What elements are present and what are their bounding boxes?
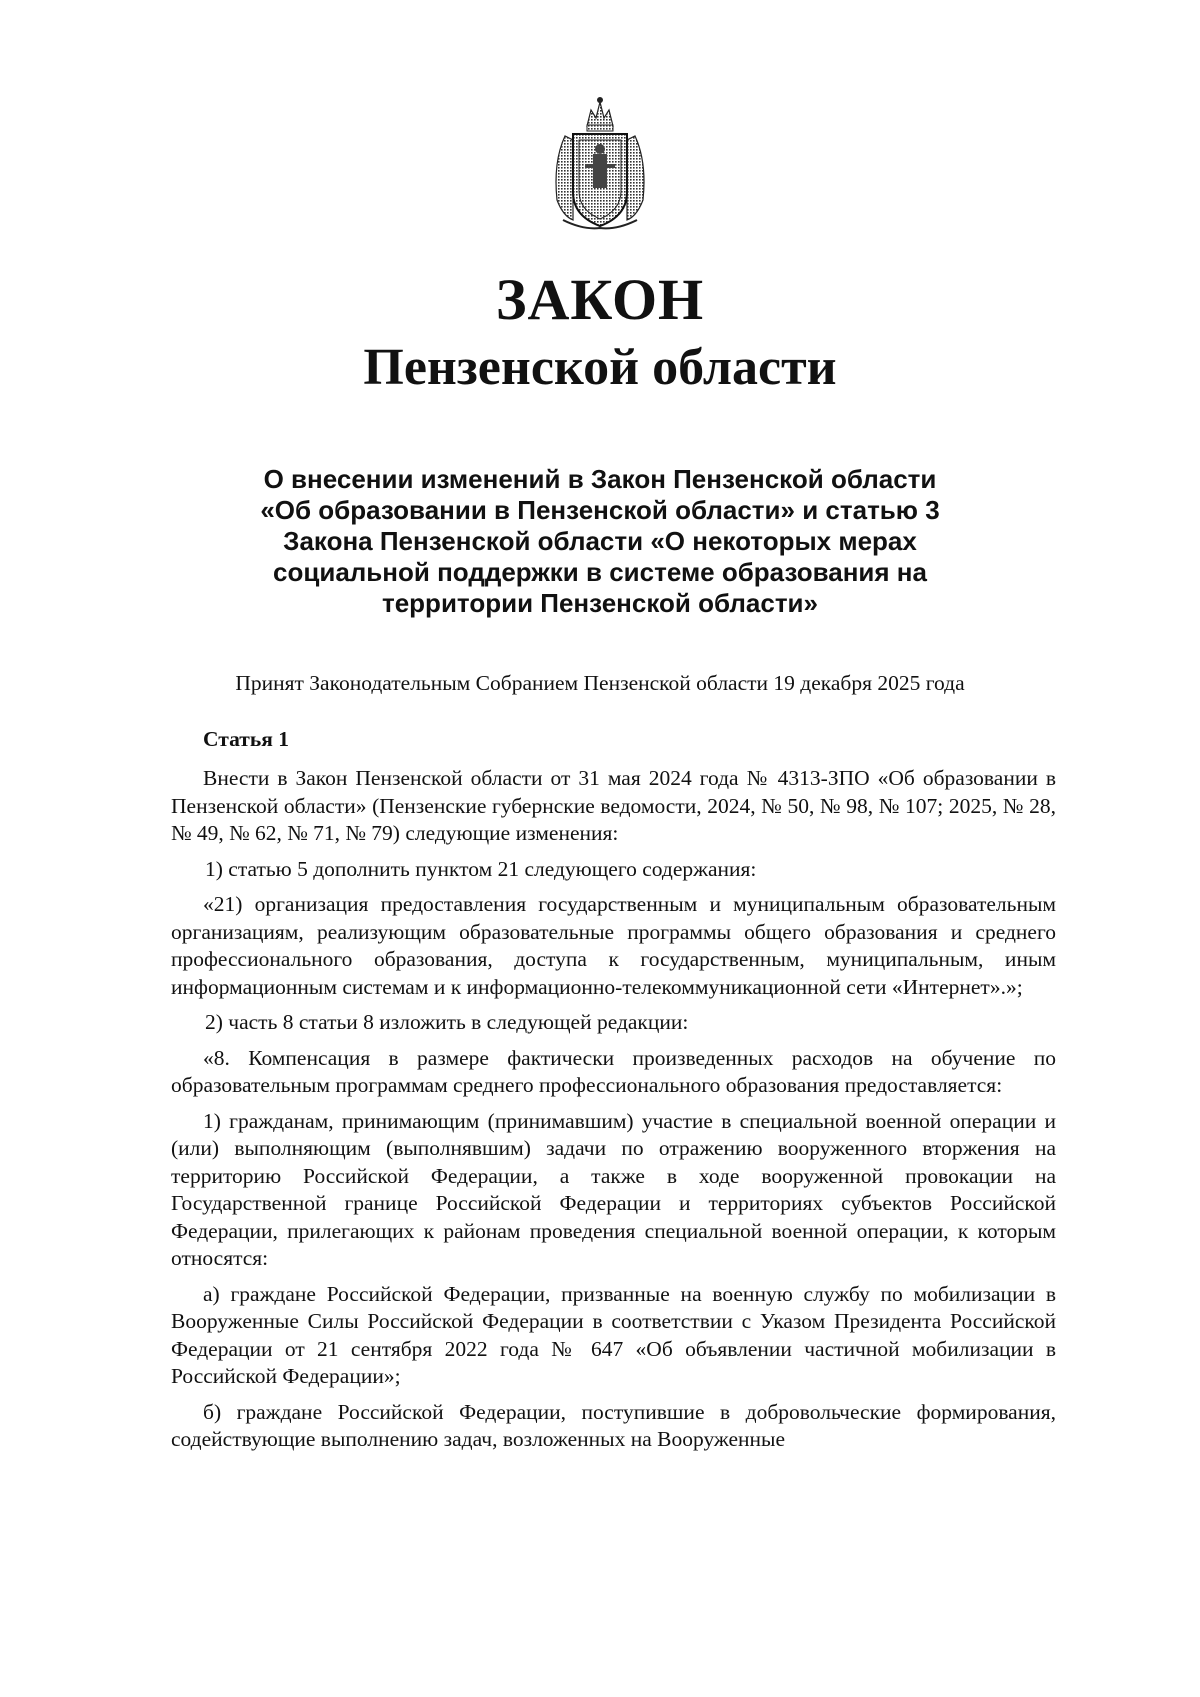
subject-line: социальной поддержки в системе образования на xyxy=(273,557,927,587)
subject-line: территории Пензенской области» xyxy=(381,588,818,618)
article-paragraph: «8. Компенсация в размере фактически произведенных расходов на обучение по образовательным программам среднего профессионального образования предоставляется: xyxy=(171,1045,1056,1097)
article-heading: Статья 1 xyxy=(203,727,289,751)
article-paragraph: 1) статью 5 дополнить пунктом 21 следующего содержания: xyxy=(205,856,757,881)
article-paragraph: 2) часть 8 статьи 8 изложить в следующей редакции: xyxy=(205,1010,689,1034)
article-paragraph: б) граждане Российской Федерации, поступившие в добровольческие формирования, содействующие выполнению задач, возложенных на Вооруженные xyxy=(171,1399,1056,1451)
law-subject xyxy=(180,464,1020,619)
law-title: ЗАКОН xyxy=(495,267,705,332)
subject-line: Закона Пензенской области «О некоторых мерах xyxy=(283,526,917,556)
article-paragraph: а) граждане Российской Федерации, призванные на военную службу по мобилизации в Вооруженные Силы Российской Федерации в соответствии с Указом Президента Российской Федерации от 21 сентября 2022 года № 647 «Об объявлении частичной мобилизации в Российской Федерации»; xyxy=(171,1281,1056,1388)
coat-of-arms-icon xyxy=(543,92,657,232)
article-paragraph: «21) организация предоставления государственным и муниципальным образовательным организациям, реализующим образовательные программы общего образования и среднего профессионального образования, доступа к государственным, муниципальным, иным информационным системам и к информационно-телекоммуникационной сети «Интернет».»; xyxy=(171,892,1056,999)
subject-line: «Об образовании в Пензенской области» и статью 3 xyxy=(260,495,940,525)
article-paragraph: Внести в Закон Пензенской области от 31 мая 2024 года № 4313-ЗПО «Об образовании в Пензенской области» (Пензенские губернские ведомости, 2024, № 50, № 98, № 107; 2025, № 28, № 49, № 62, № 71, № 79) следующие изменения: xyxy=(171,766,1056,845)
adoption-note: Принят Законодательным Собранием Пензенской области 19 декабря 2025 года xyxy=(235,671,965,695)
law-region: Пензенской области xyxy=(363,339,837,396)
subject-line: О внесении изменений в Закон Пензенской области xyxy=(263,464,937,494)
article-paragraph: 1) гражданам, принимающим (принимавшим) участие в специальной военной операции и (или) выполняющим (выполнявшим) задачи по отражению вооруженного вторжения на территорию Российской Федерации, а также в ходе вооруженной провокации на Государственной границе Российской Федерации и территориях субъектов Российской Федерации, прилегающих к районам проведения специальной военной операции, к которым относятся: xyxy=(171,1108,1056,1270)
article-body xyxy=(171,765,1056,1462)
